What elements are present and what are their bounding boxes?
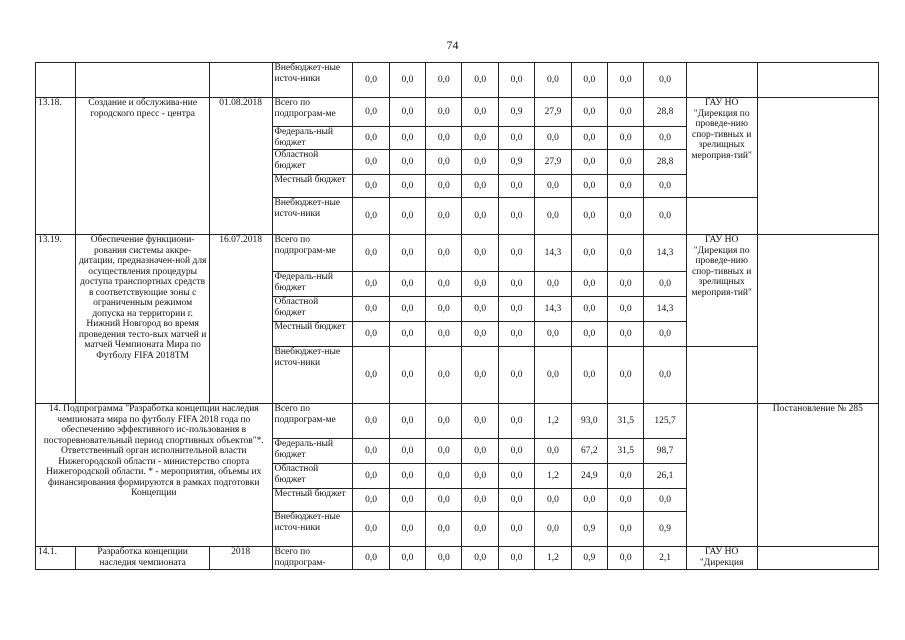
- value-cell: 98,7: [644, 439, 686, 464]
- executor-cell: [686, 198, 757, 235]
- value-cell: 0,0: [498, 235, 534, 272]
- value-cell: 0,0: [607, 347, 643, 404]
- value-cell: 0,0: [353, 235, 389, 272]
- value-cell: 0,0: [644, 347, 686, 404]
- value-cell: 0,0: [389, 489, 425, 512]
- row-number-cell: 13.19.: [36, 235, 76, 404]
- executor-cell: ГАУ НО "Дирекция по проведе-нию спор-тивных и зрелищных мероприя-тий": [686, 235, 757, 347]
- value-cell: 0,0: [389, 464, 425, 489]
- value-cell: 0,0: [426, 297, 462, 322]
- value-cell: 0,0: [426, 150, 462, 175]
- value-cell: 0,0: [389, 63, 425, 98]
- value-cell: 0,0: [426, 175, 462, 198]
- item-name-cell: Обеспечение функциони-рования системы аккре-дитации, предназначен-ной для осуществления процедуры доступа транспортных средств в соответствующие зоны с ограниченным режимом допуска на территории г. Нижний Новгород во время проведения тесто-вых матчей и матчей Чемпионата Мира по Футболу FIFA 2018TM: [76, 235, 209, 404]
- value-cell: 93,0: [571, 404, 607, 439]
- value-cell: 0,0: [353, 322, 389, 347]
- value-cell: 0,0: [644, 322, 686, 347]
- value-cell: 0,0: [353, 489, 389, 512]
- value-cell: 14,3: [535, 297, 571, 322]
- value-cell: 0,0: [607, 63, 643, 98]
- value-cell: 0,0: [498, 404, 534, 439]
- value-cell: 0,0: [426, 272, 462, 297]
- name-cell: [76, 63, 209, 98]
- value-cell: 0,0: [607, 512, 643, 547]
- value-cell: 0,0: [462, 175, 498, 198]
- value-cell: 0,0: [353, 439, 389, 464]
- executor-cell: ГАУ НО "Дирекция: [686, 547, 757, 570]
- value-cell: 0,0: [389, 404, 425, 439]
- value-cell: 0,0: [389, 322, 425, 347]
- value-cell: 0,0: [498, 322, 534, 347]
- source-cell: Всего по подпрограм-: [272, 547, 353, 570]
- value-cell: 0,0: [426, 489, 462, 512]
- value-cell: 14,3: [644, 235, 686, 272]
- value-cell: 0,0: [571, 63, 607, 98]
- value-cell: 0,0: [462, 198, 498, 235]
- item-name-cell: Создание и обслужива-ние городского пресс - центра: [76, 98, 209, 235]
- source-cell: Областной бюджет: [272, 297, 353, 322]
- value-cell: 0,0: [535, 322, 571, 347]
- value-cell: 0,0: [462, 127, 498, 150]
- value-cell: 0,0: [535, 63, 571, 98]
- source-cell: Федераль-ный бюджет: [272, 127, 353, 150]
- value-cell: 0,0: [498, 198, 534, 235]
- value-cell: 0,0: [571, 347, 607, 404]
- value-cell: 0,0: [389, 439, 425, 464]
- value-cell: 0,0: [353, 347, 389, 404]
- value-cell: 0,0: [353, 297, 389, 322]
- value-cell: 0,0: [535, 489, 571, 512]
- source-cell: Всего по подпрограм-ме: [272, 98, 353, 127]
- value-cell: 0,0: [498, 175, 534, 198]
- note-cell: [757, 547, 878, 570]
- row-number-cell: 14.1.: [36, 547, 76, 570]
- source-cell: Местный бюджет: [272, 322, 353, 347]
- executor-cell: [686, 347, 757, 404]
- value-cell: 27,9: [535, 150, 571, 175]
- value-cell: 0,0: [607, 464, 643, 489]
- value-cell: 0,0: [607, 98, 643, 127]
- value-cell: 0,0: [498, 439, 534, 464]
- value-cell: 26,1: [644, 464, 686, 489]
- value-cell: 0,0: [353, 98, 389, 127]
- source-cell: Местный бюджет: [272, 175, 353, 198]
- date-cell: 2018: [209, 547, 272, 570]
- value-cell: 0,0: [353, 127, 389, 150]
- value-cell: 0,0: [389, 347, 425, 404]
- value-cell: 0,0: [353, 175, 389, 198]
- value-cell: 0,0: [607, 489, 643, 512]
- value-cell: 0,0: [644, 63, 686, 98]
- value-cell: 0,0: [389, 512, 425, 547]
- value-cell: 0,0: [535, 347, 571, 404]
- executor-cell: [686, 63, 757, 98]
- value-cell: 0,0: [498, 464, 534, 489]
- value-cell: 0,0: [462, 150, 498, 175]
- value-cell: 0,0: [498, 63, 534, 98]
- value-cell: 0,0: [389, 198, 425, 235]
- value-cell: 0,0: [462, 235, 498, 272]
- value-cell: 0,9: [498, 98, 534, 127]
- value-cell: 0,0: [462, 272, 498, 297]
- value-cell: 0,0: [644, 127, 686, 150]
- table-row: [36, 547, 879, 570]
- value-cell: 14,3: [535, 235, 571, 272]
- value-cell: 0,0: [462, 464, 498, 489]
- value-cell: 0,0: [353, 464, 389, 489]
- value-cell: 0,0: [498, 347, 534, 404]
- value-cell: 0,0: [571, 175, 607, 198]
- value-cell: 31,5: [607, 439, 643, 464]
- source-cell: Всего по подпрограм-ме: [272, 404, 353, 439]
- value-cell: 0,0: [498, 127, 534, 150]
- value-cell: 0,0: [353, 512, 389, 547]
- value-cell: 0,0: [462, 404, 498, 439]
- value-cell: 0,0: [462, 489, 498, 512]
- table-row: [36, 235, 879, 272]
- value-cell: 0,0: [389, 297, 425, 322]
- subprogram-title-cell: 14. Подпрограмма "Разработка концепции наследия чемпионата мира по футболу FIFA 2018 года по обеспечению эффективного ис-пользования в посторевновательный период спортивных объектов"*. Ответственный орган исполнительной власти Нижегородской области - министерство спорта Нижегородской области. * - мероприятия, объемы их финансирования формируются в рамках подготовки Концепции: [36, 404, 273, 547]
- value-cell: 0,9: [644, 512, 686, 547]
- value-cell: 28,8: [644, 98, 686, 127]
- value-cell: 0,0: [498, 512, 534, 547]
- value-cell: 0,0: [535, 272, 571, 297]
- value-cell: 0,0: [426, 347, 462, 404]
- value-cell: 1,2: [535, 547, 571, 570]
- value-cell: 0,0: [426, 198, 462, 235]
- value-cell: 0,0: [462, 63, 498, 98]
- value-cell: 0,0: [389, 98, 425, 127]
- value-cell: 0,0: [426, 547, 462, 570]
- value-cell: 0,0: [571, 198, 607, 235]
- value-cell: 0,9: [571, 547, 607, 570]
- executor-cell: [686, 404, 757, 547]
- value-cell: 0,0: [571, 489, 607, 512]
- value-cell: 0,0: [389, 150, 425, 175]
- value-cell: 0,0: [535, 175, 571, 198]
- value-cell: 0,0: [607, 322, 643, 347]
- value-cell: 0,9: [571, 512, 607, 547]
- value-cell: 0,0: [644, 489, 686, 512]
- source-cell: Федераль-ный бюджет: [272, 272, 353, 297]
- value-cell: 27,9: [535, 98, 571, 127]
- value-cell: 0,0: [607, 175, 643, 198]
- budget-table: [35, 62, 879, 570]
- value-cell: 0,0: [426, 63, 462, 98]
- value-cell: 0,0: [571, 127, 607, 150]
- value-cell: 0,0: [607, 127, 643, 150]
- note-cell: [757, 63, 878, 98]
- value-cell: 0,0: [426, 235, 462, 272]
- value-cell: 0,0: [426, 512, 462, 547]
- value-cell: 31,5: [607, 404, 643, 439]
- value-cell: 0,0: [498, 547, 534, 570]
- value-cell: 0,0: [426, 404, 462, 439]
- value-cell: 24,9: [571, 464, 607, 489]
- value-cell: 0,0: [607, 547, 643, 570]
- value-cell: 0,0: [426, 439, 462, 464]
- value-cell: 0,0: [389, 175, 425, 198]
- date-cell: [209, 63, 272, 98]
- note-cell: [757, 235, 878, 404]
- value-cell: 0,0: [571, 297, 607, 322]
- value-cell: 0,0: [426, 127, 462, 150]
- value-cell: 0,0: [535, 127, 571, 150]
- value-cell: 0,0: [389, 127, 425, 150]
- value-cell: 0,0: [389, 547, 425, 570]
- value-cell: 0,0: [389, 272, 425, 297]
- value-cell: 0,0: [353, 547, 389, 570]
- value-cell: 0,0: [644, 175, 686, 198]
- value-cell: 0,0: [607, 272, 643, 297]
- value-cell: 0,0: [462, 347, 498, 404]
- value-cell: 0,0: [462, 98, 498, 127]
- value-cell: 2,1: [644, 547, 686, 570]
- date-cell: 16.07.2018: [209, 235, 272, 404]
- value-cell: 0,0: [607, 198, 643, 235]
- value-cell: 0,0: [498, 297, 534, 322]
- value-cell: 0,0: [426, 98, 462, 127]
- note-cell: [757, 98, 878, 235]
- value-cell: 0,0: [571, 98, 607, 127]
- value-cell: 28,8: [644, 150, 686, 175]
- value-cell: 0,0: [462, 322, 498, 347]
- date-cell: 01.08.2018: [209, 98, 272, 235]
- value-cell: 0,0: [535, 198, 571, 235]
- value-cell: 0,0: [571, 322, 607, 347]
- source-cell: Внебюджет-ные источ-ники: [272, 198, 353, 235]
- source-cell: Федераль-ный бюджет: [272, 439, 353, 464]
- value-cell: 0,0: [462, 512, 498, 547]
- table-row: [36, 98, 879, 127]
- item-name-cell: Разработка концепции наследия чемпионата: [76, 547, 209, 570]
- value-cell: 0,0: [353, 63, 389, 98]
- value-cell: 0,0: [571, 235, 607, 272]
- value-cell: 0,0: [607, 150, 643, 175]
- value-cell: 0,0: [426, 322, 462, 347]
- value-cell: 0,9: [498, 150, 534, 175]
- value-cell: 0,0: [607, 297, 643, 322]
- table-row: [36, 63, 879, 98]
- page-number: 74: [446, 38, 459, 52]
- source-cell: Всего по подпрограм-ме: [272, 235, 353, 272]
- source-cell: Областной бюджет: [272, 464, 353, 489]
- executor-cell: ГАУ НО "Дирекция по проведе-нию спор-тивных и зрелищных мероприя-тий": [686, 98, 757, 198]
- value-cell: 1,2: [535, 464, 571, 489]
- value-cell: 0,0: [498, 489, 534, 512]
- value-cell: 0,0: [535, 512, 571, 547]
- value-cell: 0,0: [607, 235, 643, 272]
- value-cell: 0,0: [571, 272, 607, 297]
- source-cell: Внебюджет-ные источ-ники: [272, 63, 353, 98]
- source-cell: Внебюджет-ные источ-ники: [272, 347, 353, 404]
- value-cell: 0,0: [535, 439, 571, 464]
- value-cell: 0,0: [462, 439, 498, 464]
- value-cell: 0,0: [426, 464, 462, 489]
- row-number-cell: [36, 63, 76, 98]
- value-cell: 0,0: [498, 272, 534, 297]
- value-cell: 0,0: [353, 198, 389, 235]
- value-cell: 0,0: [389, 235, 425, 272]
- value-cell: 14,3: [644, 297, 686, 322]
- source-cell: Внебюджет-ные источ-ники: [272, 512, 353, 547]
- value-cell: 0,0: [353, 272, 389, 297]
- value-cell: 0,0: [462, 547, 498, 570]
- value-cell: 125,7: [644, 404, 686, 439]
- value-cell: 1,2: [535, 404, 571, 439]
- value-cell: 0,0: [644, 198, 686, 235]
- value-cell: 67,2: [571, 439, 607, 464]
- value-cell: 0,0: [353, 404, 389, 439]
- note-cell: Постановление № 285: [757, 404, 878, 547]
- row-number-cell: 13.18.: [36, 98, 76, 235]
- value-cell: 0,0: [571, 150, 607, 175]
- source-cell: Местный бюджет: [272, 489, 353, 512]
- table-row: [36, 404, 879, 439]
- value-cell: 0,0: [462, 297, 498, 322]
- value-cell: 0,0: [644, 272, 686, 297]
- source-cell: Областной бюджет: [272, 150, 353, 175]
- value-cell: 0,0: [353, 150, 389, 175]
